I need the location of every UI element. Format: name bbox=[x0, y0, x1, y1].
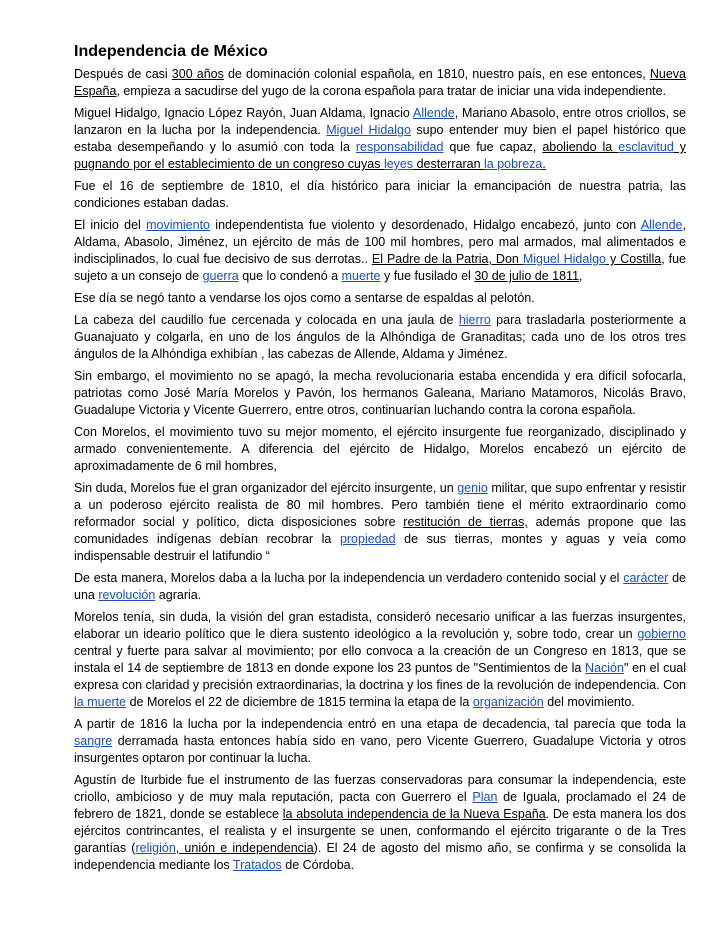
text: . De esta manera los dos ejércitos contrincantes, el realista y el insurgente se unen, conformando el ejército trigarante o de la Tres garantías ( bbox=[74, 807, 686, 855]
text: , fue sujeto a un consejo de bbox=[74, 252, 687, 283]
link-tratados[interactable]: Tratados bbox=[232, 858, 282, 872]
link-gobierno[interactable]: gobierno bbox=[637, 627, 686, 641]
text: Después de casi bbox=[74, 67, 172, 81]
paragraph-2 bbox=[74, 105, 686, 173]
underlined-text: . bbox=[542, 157, 546, 171]
text: de una bbox=[74, 571, 686, 602]
text: de Morelos el 22 de diciembre de 1815 termina la etapa de la bbox=[126, 695, 473, 709]
paragraph-1 bbox=[74, 66, 686, 100]
text: Sin duda, Morelos fue el gran organizador del ejército insurgente, un bbox=[74, 481, 458, 495]
underlined-text: desterraran bbox=[413, 157, 484, 171]
text: del movimiento. bbox=[543, 695, 635, 709]
underlined-text: restitución de tierras, bbox=[403, 515, 528, 529]
link-sangre[interactable]: sangre bbox=[74, 734, 113, 748]
link-movimiento[interactable]: movimiento bbox=[146, 218, 211, 232]
link-miguel-hidalgo[interactable]: Miguel Hidalgo bbox=[326, 123, 411, 137]
link-revolucion[interactable]: revolución bbox=[98, 588, 156, 602]
paragraph-6 bbox=[74, 312, 686, 363]
link-plan[interactable]: Plan bbox=[472, 790, 498, 804]
text: ). El 24 de agosto del mismo año, se confirma y se consolida la independencia mediante los bbox=[74, 841, 686, 872]
underlined-text: y pugnando por el establecimiento de un congreso cuyas bbox=[74, 140, 686, 171]
text: y fue fusilado el bbox=[380, 269, 475, 283]
text: Miguel Hidalgo, Ignacio López Rayón, Juan Aldama, Ignacio bbox=[74, 106, 414, 120]
text: que fue capaz, bbox=[443, 140, 543, 154]
underlined-text: 30 de julio de 1811 bbox=[474, 269, 580, 283]
underlined-text: 300 años bbox=[171, 67, 224, 81]
text: Agustín de Iturbide fue el instrumento de las fuerzas conservadoras para consumar la independencia, este criollo, ambicioso y de muy mala reputación, pacta con Guerrero el bbox=[74, 773, 686, 804]
text: de sus tierras, montes y aguas y veía como indispensable destruir el latifundio “ bbox=[74, 532, 686, 563]
underlined-text: y Costilla bbox=[606, 252, 662, 266]
underlined-text: , unión e independencia bbox=[175, 841, 314, 855]
link-leyes[interactable]: leyes bbox=[383, 157, 414, 171]
link-allende[interactable]: Allende bbox=[413, 106, 455, 120]
underlined-text: la absoluta independencia de la Nueva España bbox=[282, 807, 546, 821]
text: agraria. bbox=[155, 588, 202, 602]
text: " en el cual expresa con claridad y precisión extraordinarias, la doctrina y los fines de la revolución de independencia. Con bbox=[74, 661, 687, 692]
link-hierro[interactable]: hierro bbox=[458, 313, 491, 327]
paragraph-3: Fue el 16 de septiembre de 1810, el día histórico para iniciar la emancipación de nuestra patria, las condiciones estaban dadas. bbox=[74, 179, 686, 210]
text: además propone que las comunidades indígenas debían recobrar la bbox=[74, 515, 686, 546]
link-propiedad[interactable]: propiedad bbox=[339, 532, 396, 546]
text: que lo condenó a bbox=[238, 269, 342, 283]
text: central y fuerte para salvar al movimiento; por ello convoca a la creación de un Congreso en 1813, que se instala el 14 de septiembre de 1813 en donde expone los 23 puntos de "Sentimientos de la bbox=[74, 644, 686, 675]
link-genio[interactable]: genio bbox=[457, 481, 488, 495]
text: supo entender muy bien el papel histórico que estaba desempeñando y lo asumió con toda la bbox=[74, 123, 687, 154]
text: para trasladarla posteriormente a Guanajuato y colgarla, en uno de los ángulos de la Alhóndiga de Granaditas; cada uno de los otros tres ángulos de la Alhóndiga exhibían , las cabezas de Allende, Aldama y Jiménez. bbox=[74, 313, 686, 361]
link-caracter[interactable]: carácter bbox=[623, 571, 669, 585]
text: , Mariano Abasolo, entre otros criollos, se lanzaron en la lucha por la independencia. bbox=[74, 106, 687, 137]
paragraph-8: Con Morelos, el movimiento tuvo su mejor momento, el ejército insurgente fue reorganizado, disciplinado y armado convenientemente. A diferencia del ejército de Hidalgo, Morelos encabezó un ejército de aproximadamente de 6 mil hombres, bbox=[74, 425, 686, 473]
link-religion[interactable]: religión bbox=[135, 841, 176, 855]
link-guerra[interactable]: guerra bbox=[202, 269, 239, 283]
paragraph-7: Sin embargo, el movimiento no se apagó, la mecha revolucionaria estaba encendida y era difícil sofocarla, patriotas como José María Morelos y Pavón, los hermanos Galeana, Mariano Matamoros, Nicolás Bravo, Guadalupe Victoria y Vicente Guerrero, entre otros, continuarían luchando contra la corona española. bbox=[74, 369, 686, 417]
link-allende[interactable]: Allende bbox=[640, 218, 683, 232]
paragraph-13 bbox=[74, 772, 686, 874]
underlined-text: aboliendo la bbox=[542, 140, 619, 154]
underlined-text: El Padre de la Patria, Don bbox=[371, 252, 523, 266]
text: Morelos tenía, sin duda, la visión del gran estadista, consideró necesario unificar a las fuerzas insurgentes, elaborar un ideario político que le diera sustento ideológico a la revolución y, sobre todo, crear un bbox=[74, 610, 686, 641]
link-nacion[interactable]: Nación bbox=[585, 661, 624, 675]
document-title: Independencia de México bbox=[74, 43, 268, 60]
link-muerte[interactable]: muerte bbox=[341, 269, 381, 283]
link-responsabilidad[interactable]: responsabilidad bbox=[355, 140, 444, 154]
link-miguel-hidalgo[interactable]: Miguel Hidalgo bbox=[522, 252, 607, 266]
paragraph-12 bbox=[74, 716, 686, 767]
text: De esta manera, Morelos daba a la lucha por la independencia un verdadero contenido social y el bbox=[74, 571, 624, 585]
text: de Iguala, proclamado el 24 de febrero de 1821, donde se establece bbox=[74, 790, 686, 821]
paragraph-9 bbox=[74, 480, 686, 565]
link-la-pobreza[interactable]: la pobreza bbox=[484, 157, 543, 171]
text: de dominación colonial española, en 1810, nuestro país, en ese entonces, bbox=[223, 67, 650, 81]
text: derramada hasta entonces había sido en vano, pero Vicente Guerrero, Guadalupe Victoria y otros insurgentes optaron por continuar la lucha. bbox=[74, 734, 686, 765]
text: , empieza a sacudirse del yugo de la corona española para tratar de iniciar una vida independiente. bbox=[116, 84, 667, 98]
link-la-muerte[interactable]: la muerte bbox=[74, 695, 127, 709]
text: El inicio del bbox=[74, 218, 147, 232]
text: , bbox=[579, 269, 583, 283]
text: independentista fue violento y desordenado, Hidalgo encabezó, junto con bbox=[210, 218, 641, 232]
paragraph-4 bbox=[74, 217, 686, 285]
paragraph-11 bbox=[74, 609, 686, 711]
text: La cabeza del caudillo fue cercenada y colocada en una jaula de bbox=[74, 313, 459, 327]
text: , Aldama, Abasolo, Jiménez, un ejército de más de 100 mil hombres, pero mal armados, mal alimentados e indisciplinados, lo cual fue decisivo de sus derrotas.. bbox=[74, 218, 686, 266]
text: militar, que supo enfrentar y resistir a un poderoso ejército realista de 80 mil hombres. Pero también tiene el mérito extraordinario como reformador social y político, dicta disposiciones sobre bbox=[74, 481, 686, 529]
text: de Córdoba. bbox=[281, 858, 355, 872]
link-esclavitud[interactable]: esclavitud bbox=[618, 140, 674, 154]
paragraph-10 bbox=[74, 570, 686, 604]
text: A partir de 1816 la lucha por la independencia entró en una etapa de decadencia, tal parecía que toda la bbox=[74, 717, 686, 731]
link-organizacion[interactable]: organización bbox=[472, 695, 544, 709]
underlined-text: Nueva España bbox=[74, 67, 686, 98]
paragraph-5: Ese día se negó tanto a vendarse los ojos como a sentarse de espaldas al pelotón. bbox=[74, 291, 535, 305]
